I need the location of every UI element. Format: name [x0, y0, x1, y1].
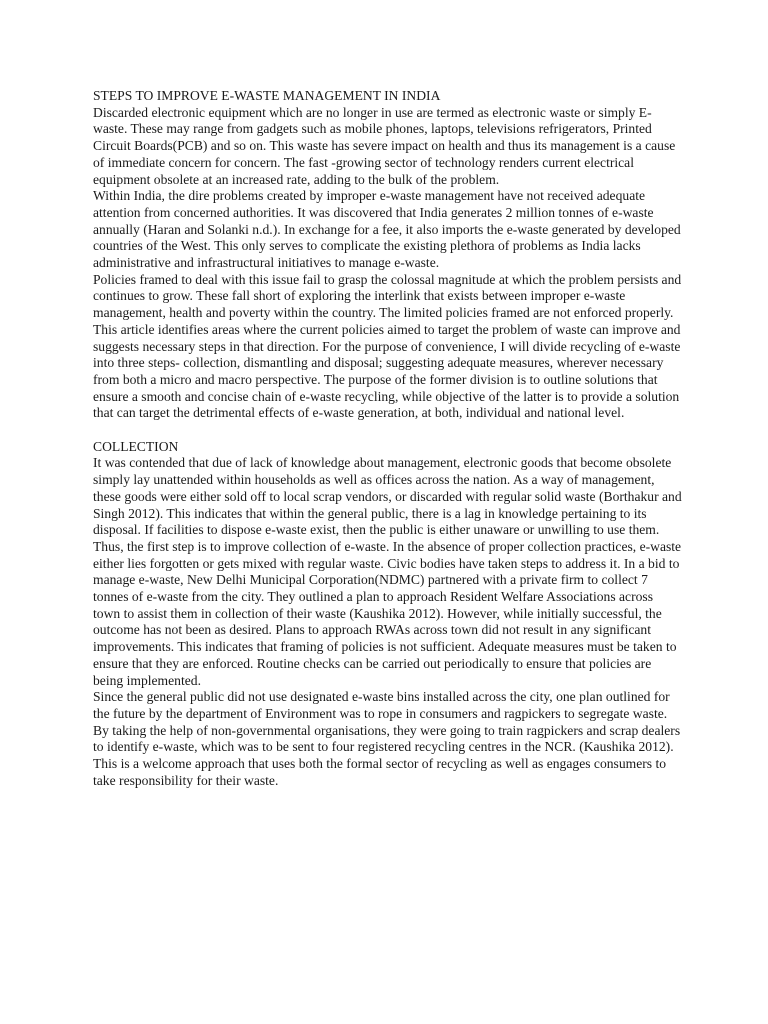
document-page [93, 88, 683, 790]
intro-paragraph-3: Policies framed to deal with this issue fail to grasp the colossal magnitude at which the problem persists and continues to grow. These fall short of exploring the interlink that exists between improper e-waste management, health and poverty within the country. The limited policies framed are not enforced properly. [93, 271, 682, 321]
collection-paragraph-1: It was contended that due of lack of knowledge about management, electronic goods that become obsolete simply lay unattended within households as well as offices across the nation. As a way of management, these goods were either sold off to local scrap vendors, or discarded with regular solid waste (Borthakur and Singh 2012). This indicates that within the general public, there is a lag in knowledge pertaining to its disposal. If facilities to dispose e-waste exist, then the public is either unaware or unwilling to use them. Thus, the first step is to improve collection of e-waste. In the absence of proper collection practices, e-waste either lies forgotten or gets mixed with regular waste. Civic bodies have taken steps to address it. In a bid to manage e-waste, New Delhi Municipal Corporation(NDMC) partnered with a private firm to collect 7 tonnes of e-waste from the city. They outlined a plan to approach Resident Welfare Associations across town to assist them in collection of their waste (Kaushika 2012). However, while initially successful, the outcome has not been as desired. Plans to approach RWAs across town did not result in any significant improvements. This indicates that framing of policies is not sufficient. Adequate measures must be taken to ensure that they are enforced. Routine checks can be carried out periodically to ensure that policies are being implemented. [93, 455, 682, 688]
intro-paragraph-1: Discarded electronic equipment which are no longer in use are termed as electronic waste or simply E-waste. These may range from gadgets such as mobile phones, laptops, televisions refrigerators, Printed Circuit Boards(PCB) and so on. This waste has severe impact on health and thus its management is a cause of immediate concern for concern. The fast -growing sector of technology renders current electrical equipment obsolete at an increased rate, adding to the bulk of the problem. [93, 104, 676, 187]
section-heading-collection: COLLECTION [93, 438, 179, 454]
document-title: STEPS TO IMPROVE E-WASTE MANAGEMENT IN INDIA [93, 88, 441, 103]
collection-paragraph-3: This is a welcome approach that uses both the formal sector of recycling as well as engages consumers to take responsibility for their waste. [93, 756, 667, 788]
intro-paragraph-2: Within India, the dire problems created by improper e-waste management have not received adequate attention from concerned authorities. It was discovered that India generates 2 million tonnes of e-waste annually (Haran and Solanki n.d.). In exchange for a fee, it also imports the e-waste generated by developed countries of the West. This only serves to complicate the existing plethora of problems as India lacks administrative and infrastructural initiatives to manage e-waste. [93, 188, 681, 271]
collection-paragraph-2: Since the general public did not use designated e-waste bins installed across the city, one plan outlined for the future by the department of Environment was to rope in consumers and ragpickers to segregate waste. By taking the help of non-governmental organisations, they were going to train ragpickers and scrap dealers to identify e-waste, which was to be sent to four registered recycling centres in the NCR. (Kaushika 2012). [93, 689, 681, 755]
paragraph-spacer [93, 422, 683, 439]
intro-paragraph-4: This article identifies areas where the current policies aimed to target the problem of waste can improve and suggests necessary steps in that direction. For the purpose of convenience, I will divide recycling of e-waste into three steps- collection, dismantling and disposal; suggesting adequate measures, wherever necessary from both a micro and macro perspective. The purpose of the former division is to outline solutions that ensure a smooth and concise chain of e-waste recycling, while objective of the latter is to provide a solution that can target the detrimental effects of e-waste generation, at both, individual and national level. [93, 321, 681, 421]
